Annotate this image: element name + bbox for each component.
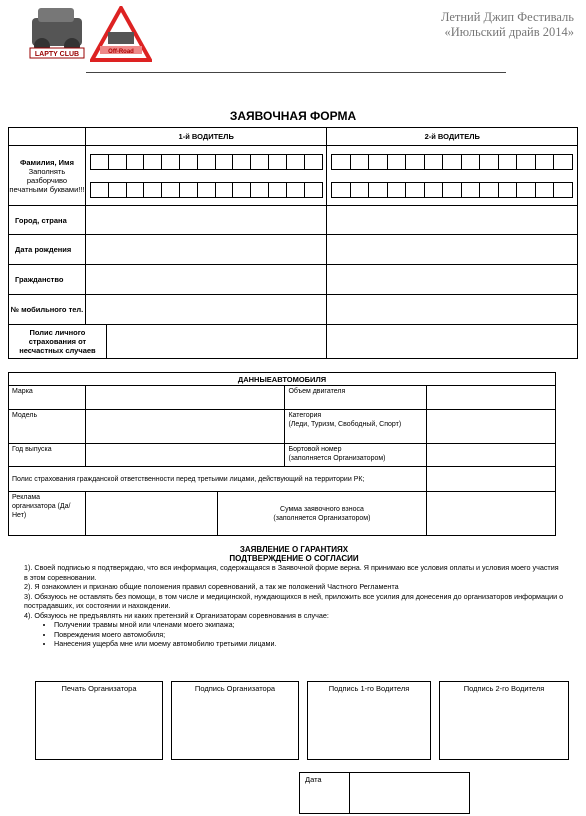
board-number-field[interactable] xyxy=(427,444,556,467)
svg-text:Off-Road: Off-Road xyxy=(108,49,134,55)
board-number-note: (заполняется Организатором) xyxy=(288,455,386,462)
engine-field[interactable] xyxy=(427,386,556,410)
category-title: Категория xyxy=(288,412,322,419)
driver2-mobile-field[interactable] xyxy=(327,295,578,325)
mobile-label: № мобильного тел. xyxy=(9,295,86,325)
driver2-name-row1 xyxy=(331,154,573,170)
festival-line1: Летний Джип Фестиваль xyxy=(440,10,574,24)
civil-insurance-field[interactable] xyxy=(427,467,556,492)
category-label xyxy=(285,410,427,444)
driver2-insurance-field[interactable] xyxy=(327,325,578,359)
driver1-city-field[interactable] xyxy=(85,206,327,235)
date-label: Дата xyxy=(305,775,322,784)
board-number-title: Бортовой номер xyxy=(288,446,342,453)
brand-label: Марка xyxy=(9,386,86,410)
stamp-label: Печать Организатора xyxy=(61,684,137,693)
org-sign-label: Подпись Организатора xyxy=(194,684,276,693)
festival-title xyxy=(441,10,574,40)
date-box[interactable] xyxy=(299,772,470,814)
org-sign-box[interactable] xyxy=(171,681,299,760)
driver1-name-row1 xyxy=(90,154,323,170)
name-label xyxy=(9,146,86,206)
birth-label: Дата рождения xyxy=(9,235,86,265)
driver2-city-field[interactable] xyxy=(327,206,578,235)
city-label: Город, страна xyxy=(9,206,86,235)
declaration-p2: 2). Я ознакомлен и признаю общие положения правил соревнований, а так же положений Частного Регламента xyxy=(24,582,399,591)
model-field[interactable] xyxy=(85,410,285,444)
stamp-box[interactable] xyxy=(35,681,163,760)
year-field[interactable] xyxy=(85,444,285,467)
date-divider xyxy=(349,773,350,813)
driver1-insurance-field[interactable] xyxy=(106,325,327,359)
driver1-header: 1-й ВОДИТЕЛЬ xyxy=(85,128,327,146)
declaration-p1: 1). Своей подписью я подтверждаю, что вся информация, содержащаяся в Заявочной форме верна. Я принимаю все условия оплаты и условия моего участия в этом соревновании. xyxy=(24,563,559,582)
ads-label: Реклама организатора (Да/Нет) xyxy=(9,492,86,536)
festival-line2: «Июльский драйв 2014» xyxy=(444,25,574,39)
driver2-name-row2 xyxy=(331,182,573,198)
declaration-title1: ЗАЯВЛЕНИЕ О ГАРАНТИЯХ xyxy=(239,545,349,554)
declaration-bullet-2: • Повреждения моего автомобиля; xyxy=(54,630,564,640)
driver2-citizenship-field[interactable] xyxy=(327,265,578,295)
driver2-name-field[interactable] xyxy=(327,146,578,206)
fee-note: (заполняется Организатором) xyxy=(273,514,371,522)
driver1-name-field[interactable] xyxy=(85,146,327,206)
declaration xyxy=(24,545,564,649)
model-label: Модель xyxy=(9,410,86,444)
drivers-table xyxy=(8,127,578,359)
year-label: Год выпуска xyxy=(9,444,86,467)
insurance-label: Полис личного страхования от несчастных случаев xyxy=(9,325,107,359)
brand-field[interactable] xyxy=(85,386,285,410)
declaration-p3: 3). Обязуюсь не оставлять без помощи, в том числе и медицинской, нуждающихся в ней, приложить все усилия для донесения до организаторов информации о пострадавших, их состоянии и нахождении. xyxy=(24,591,564,610)
category-field[interactable] xyxy=(427,410,556,444)
car-header: ДАННЫЕАВТОМОБИЛЯ xyxy=(9,373,556,386)
driver1-mobile-field[interactable] xyxy=(85,295,327,325)
civil-insurance-label: Полис страхования гражданской ответственности перед третьими лицами, действующий на территории РК; xyxy=(9,467,427,492)
car-table xyxy=(8,372,556,536)
declaration-p4: 4). Обязуюсь не предъявлять ни каких претензий к Организаторам соревнования в случае: xyxy=(24,610,329,620)
declaration-bullets xyxy=(24,620,564,649)
name-label-note: Заполнять разборчиво печатными буквами!!! xyxy=(9,166,85,194)
driver2-birth-field[interactable] xyxy=(327,235,578,265)
driver2-sign-label: Подпись 2-го Водителя xyxy=(463,684,545,693)
citizenship-label: Гражданство xyxy=(9,265,86,295)
fee-label xyxy=(217,492,427,536)
driver1-sign-label: Подпись 1-го Водителя xyxy=(328,684,410,693)
declaration-title2: ПОДТВЕРЖДЕНИЕ О СОГЛАСИИ xyxy=(229,554,359,563)
category-note: (Леди, Туризм, Свободный, Спорт) xyxy=(288,421,402,428)
declaration-bullet-1: • Получении травмы мной или членами моего экипажа; xyxy=(54,620,564,630)
driver2-sign-box[interactable] xyxy=(439,681,569,760)
header-divider xyxy=(86,72,506,73)
declaration-bullet-3: • Нанесения ущерба мне или моему автомобилю третьими лицами. xyxy=(54,639,564,649)
svg-text:LAPTY CLUB: LAPTY CLUB xyxy=(34,51,80,58)
name-label-bold: Фамилия, Имя xyxy=(19,157,74,167)
form-title: ЗАЯВОЧНАЯ ФОРМА xyxy=(229,109,357,123)
fee-title: Сумма заявочного взноса xyxy=(280,505,364,513)
driver1-citizenship-field[interactable] xyxy=(85,265,327,295)
driver1-birth-field[interactable] xyxy=(85,235,327,265)
board-number-label xyxy=(285,444,427,467)
engine-label: Объем двигателя xyxy=(285,386,427,410)
ads-field[interactable] xyxy=(85,492,217,536)
fee-field[interactable] xyxy=(427,492,556,536)
drivers-corner xyxy=(9,128,86,146)
driver1-sign-box[interactable] xyxy=(307,681,431,760)
off-road-logo xyxy=(90,6,152,62)
driver1-name-row2 xyxy=(90,182,323,198)
lapty-club-logo xyxy=(28,4,86,62)
driver2-header: 2-й ВОДИТЕЛЬ xyxy=(327,128,578,146)
